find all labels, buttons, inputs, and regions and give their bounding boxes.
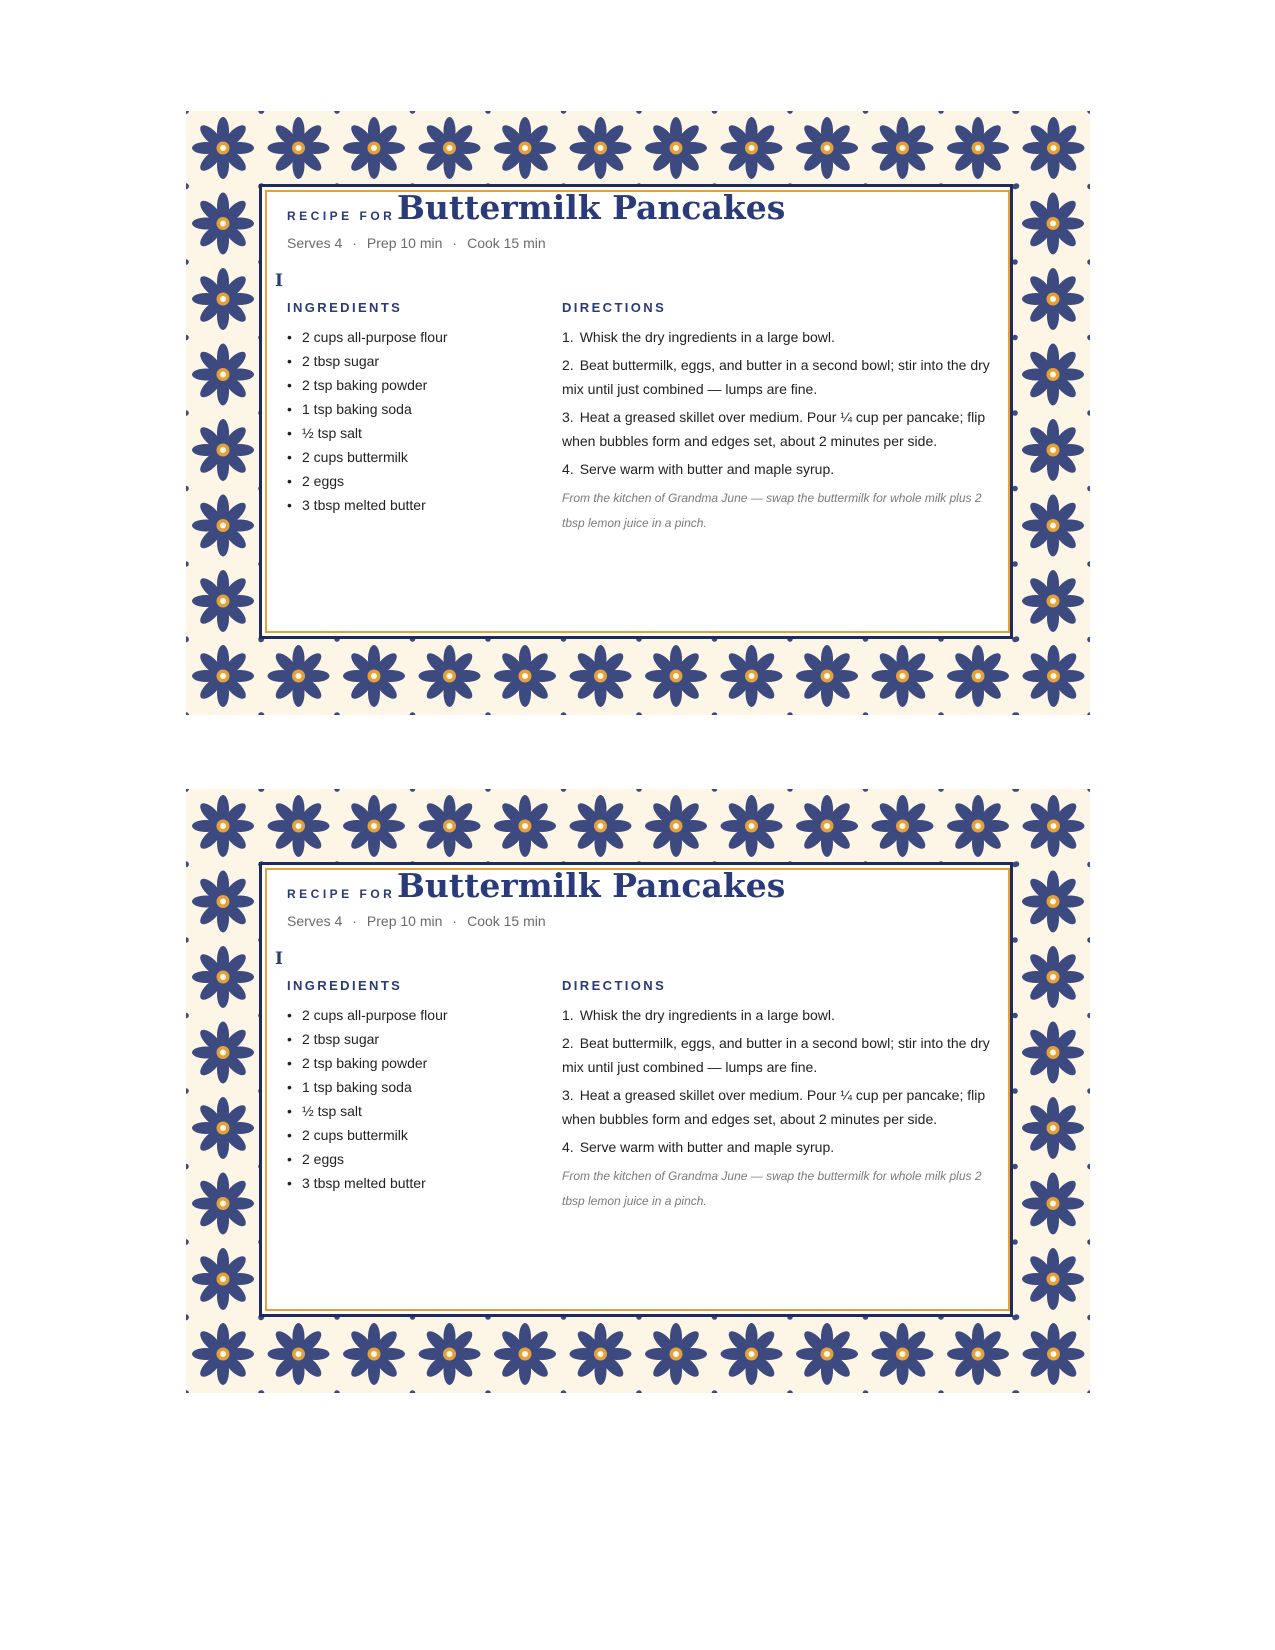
step-text: Whisk the dry ingredients in a large bowl. bbox=[579, 1007, 835, 1023]
flower-icon bbox=[1022, 419, 1084, 481]
flower-icon bbox=[192, 570, 254, 632]
meta-separator: · bbox=[452, 913, 458, 929]
flower-icon bbox=[1023, 117, 1085, 179]
decorative-initial: I bbox=[275, 949, 283, 969]
recipe-meta bbox=[287, 235, 546, 251]
flower-icon bbox=[721, 645, 783, 707]
flower-icon bbox=[1022, 1248, 1084, 1310]
step-number: 2. bbox=[562, 1035, 574, 1051]
flower-icon bbox=[721, 795, 783, 857]
flower-icon bbox=[192, 946, 254, 1008]
ingredient-item: • 1 tsp baking soda bbox=[287, 397, 448, 421]
step-number: 2. bbox=[562, 357, 574, 373]
direction-step bbox=[562, 1031, 992, 1079]
flower-icon bbox=[192, 1173, 254, 1235]
flower-icon bbox=[570, 117, 632, 179]
step-number: 4. bbox=[562, 461, 574, 477]
flower-icon bbox=[1022, 344, 1084, 406]
flower-icon bbox=[419, 1323, 481, 1385]
flower-icon bbox=[872, 645, 934, 707]
meta-separator: · bbox=[352, 913, 357, 929]
flower-icon bbox=[645, 795, 707, 857]
ingredients-list bbox=[287, 325, 448, 517]
recipe-eyebrow: RECIPE FOR bbox=[287, 887, 396, 901]
recipe-meta bbox=[287, 913, 546, 929]
decorative-initial: I bbox=[275, 271, 283, 291]
flower-icon bbox=[947, 1323, 1009, 1385]
flower-icon bbox=[343, 117, 405, 179]
flower-icon bbox=[419, 645, 481, 707]
flower-icon bbox=[1022, 1173, 1084, 1235]
flower-icon bbox=[192, 1323, 254, 1385]
step-number: 3. bbox=[562, 1087, 574, 1103]
flower-icon bbox=[645, 1323, 707, 1385]
flower-icon bbox=[570, 795, 632, 857]
step-number: 1. bbox=[562, 1007, 574, 1023]
step-text: Beat buttermilk, eggs, and butter in a second bowl; stir into the dry mix until just combined — lumps are fine. bbox=[562, 1035, 990, 1075]
flower-icon bbox=[192, 1248, 254, 1310]
flower-icon bbox=[1022, 1097, 1084, 1159]
ingredient-item: • 2 cups all-purpose flour bbox=[287, 1003, 448, 1027]
flower-icon bbox=[494, 645, 556, 707]
step-text: Whisk the dry ingredients in a large bowl. bbox=[579, 329, 835, 345]
flower-icon bbox=[645, 645, 707, 707]
flower-icon bbox=[872, 1323, 934, 1385]
meta-separator: · bbox=[352, 235, 357, 251]
flower-icon bbox=[268, 117, 330, 179]
flower-icon bbox=[721, 1323, 783, 1385]
flower-icon bbox=[1022, 193, 1084, 255]
meta-prep: Prep 10 min bbox=[366, 235, 443, 251]
flower-icon bbox=[570, 1323, 632, 1385]
flower-icon bbox=[268, 645, 330, 707]
directions-heading: DIRECTIONS bbox=[562, 978, 667, 993]
ingredient-item: • 2 tbsp sugar bbox=[287, 349, 448, 373]
flower-icon bbox=[1022, 268, 1084, 330]
recipe-note: From the kitchen of Grandma June — swap the buttermilk for whole milk plus 2 tbsp lemon juice in a pinch. bbox=[562, 491, 982, 530]
directions-heading: DIRECTIONS bbox=[562, 300, 667, 315]
meta-serves: Serves 4 bbox=[287, 913, 343, 929]
ingredient-item: • 3 tbsp melted butter bbox=[287, 493, 448, 517]
flower-icon bbox=[268, 1323, 330, 1385]
flower-icon bbox=[494, 1323, 556, 1385]
directions-list bbox=[562, 325, 992, 485]
recipe-card bbox=[186, 789, 1090, 1393]
flower-icon bbox=[192, 795, 254, 857]
flower-icon bbox=[645, 117, 707, 179]
step-text: Serve warm with butter and maple syrup. bbox=[579, 461, 835, 477]
flower-icon bbox=[192, 495, 254, 557]
directions-list bbox=[562, 1003, 992, 1163]
step-text: Heat a greased skillet over medium. Pour ¼ cup per pancake; flip when bubbles form and edges set, about 2 minutes per side. bbox=[562, 409, 986, 449]
recipe-card bbox=[186, 111, 1090, 715]
flower-icon bbox=[343, 795, 405, 857]
flower-icon bbox=[796, 1323, 858, 1385]
ingredient-item: • 2 tsp baking powder bbox=[287, 373, 448, 397]
ingredient-item: • 2 tbsp sugar bbox=[287, 1027, 448, 1051]
flower-icon bbox=[192, 268, 254, 330]
ingredients-heading: INGREDIENTS bbox=[287, 300, 403, 315]
recipe-title: Buttermilk Pancakes bbox=[397, 866, 786, 905]
flower-icon bbox=[947, 645, 1009, 707]
direction-step bbox=[562, 1003, 992, 1027]
ingredient-item: • 2 cups all-purpose flour bbox=[287, 325, 448, 349]
flower-icon bbox=[1023, 645, 1085, 707]
flower-icon bbox=[192, 344, 254, 406]
recipe-eyebrow: RECIPE FOR bbox=[287, 209, 396, 223]
ingredient-item: • 2 cups buttermilk bbox=[287, 1123, 448, 1147]
flower-icon bbox=[192, 1022, 254, 1084]
recipe-title: Buttermilk Pancakes bbox=[397, 188, 786, 227]
flower-icon bbox=[192, 871, 254, 933]
step-text: Beat buttermilk, eggs, and butter in a second bowl; stir into the dry mix until just combined — lumps are fine. bbox=[562, 357, 990, 397]
ingredient-item: • 2 eggs bbox=[287, 1147, 448, 1171]
flower-icon bbox=[1022, 1022, 1084, 1084]
flower-icon bbox=[1022, 570, 1084, 632]
flower-icon bbox=[192, 193, 254, 255]
ingredient-item: • ½ tsp salt bbox=[287, 1099, 448, 1123]
ingredient-item: • 3 tbsp melted butter bbox=[287, 1171, 448, 1195]
ingredients-list bbox=[287, 1003, 448, 1195]
flower-icon bbox=[1022, 946, 1084, 1008]
direction-step bbox=[562, 457, 992, 481]
flower-icon bbox=[947, 117, 1009, 179]
step-text: Heat a greased skillet over medium. Pour ¼ cup per pancake; flip when bubbles form and edges set, about 2 minutes per side. bbox=[562, 1087, 986, 1127]
flower-icon bbox=[494, 117, 556, 179]
flower-icon bbox=[872, 795, 934, 857]
flower-icon bbox=[872, 117, 934, 179]
flower-icon bbox=[796, 645, 858, 707]
direction-step bbox=[562, 325, 992, 349]
flower-icon bbox=[343, 645, 405, 707]
flower-icon bbox=[494, 795, 556, 857]
flower-icon bbox=[1022, 495, 1084, 557]
ingredients-heading: INGREDIENTS bbox=[287, 978, 403, 993]
flower-icon bbox=[1023, 795, 1085, 857]
flower-icon bbox=[947, 795, 1009, 857]
meta-cook: Cook 15 min bbox=[467, 913, 546, 929]
flower-icon bbox=[1023, 1323, 1085, 1385]
meta-cook: Cook 15 min bbox=[467, 235, 546, 251]
flower-icon bbox=[570, 645, 632, 707]
ingredient-item: • 2 eggs bbox=[287, 469, 448, 493]
flower-icon bbox=[192, 419, 254, 481]
direction-step bbox=[562, 1135, 992, 1159]
flower-icon bbox=[796, 795, 858, 857]
meta-separator: · bbox=[452, 235, 458, 251]
step-number: 1. bbox=[562, 329, 574, 345]
step-number: 4. bbox=[562, 1139, 574, 1155]
recipe-note: From the kitchen of Grandma June — swap the buttermilk for whole milk plus 2 tbsp lemon juice in a pinch. bbox=[562, 1169, 982, 1208]
flower-icon bbox=[419, 117, 481, 179]
flower-icon bbox=[192, 645, 254, 707]
ingredient-item: • 2 cups buttermilk bbox=[287, 445, 448, 469]
meta-prep: Prep 10 min bbox=[366, 913, 443, 929]
ingredient-item: • 1 tsp baking soda bbox=[287, 1075, 448, 1099]
ingredient-item: • 2 tsp baking powder bbox=[287, 1051, 448, 1075]
flower-icon bbox=[192, 117, 254, 179]
flower-icon bbox=[419, 795, 481, 857]
direction-step bbox=[562, 1083, 992, 1131]
flower-icon bbox=[192, 1097, 254, 1159]
flower-icon bbox=[721, 117, 783, 179]
ingredient-item: • ½ tsp salt bbox=[287, 421, 448, 445]
direction-step bbox=[562, 353, 992, 401]
flower-icon bbox=[796, 117, 858, 179]
step-text: Serve warm with butter and maple syrup. bbox=[579, 1139, 835, 1155]
direction-step bbox=[562, 405, 992, 453]
flower-icon bbox=[343, 1323, 405, 1385]
flower-icon bbox=[1022, 871, 1084, 933]
meta-serves: Serves 4 bbox=[287, 235, 343, 251]
flower-icon bbox=[268, 795, 330, 857]
step-number: 3. bbox=[562, 409, 574, 425]
